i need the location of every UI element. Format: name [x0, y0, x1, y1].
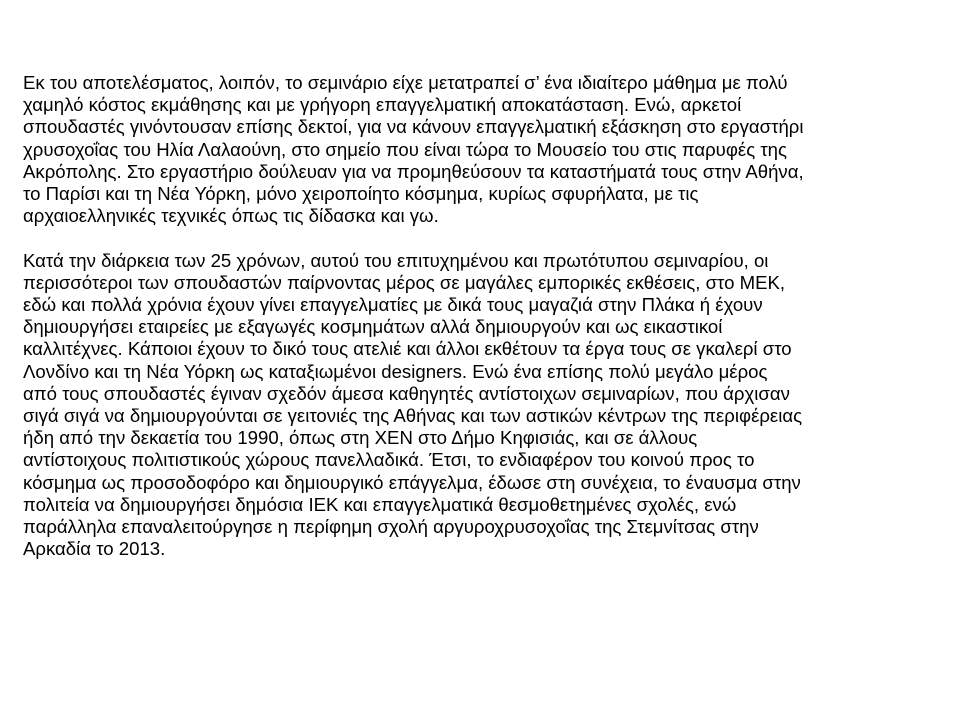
- text-line: χρυσοχοΐας του Ηλία Λαλαούνη, στο σημείο που είναι τώρα το Μουσείο του στις παρυφές της: [23, 138, 787, 160]
- text-line: ήδη από την δεκαετία του 1990, όπως στη ΧΕΝ στο Δήμο Κηφισιάς, και σε άλλους: [23, 427, 698, 449]
- paragraph-1: [23, 72, 943, 227]
- text-line: χαμηλό κόστος εκμάθησης και με γρήγορη επαγγελματική αποκατάσταση. Ενώ, αρκετοί: [23, 94, 742, 116]
- text-line: Λονδίνο και τη Νέα Υόρκη ως καταξιωμένοι designers. Ενώ ένα επίσης πολύ μεγάλο μέρος: [23, 360, 768, 382]
- paragraph-2: [23, 250, 943, 561]
- text-line: Αρκαδία το 2013.: [23, 538, 166, 560]
- text-line: δημιουργήσει εταιρείες με εξαγωγές κοσμημάτων αλλά δημιουργούν και ως εικαστικοί: [23, 316, 723, 338]
- text-line: κόσμημα ως προσοδοφόρο και δημιουργικό επάγγελμα, έδωσε στη συνέχεια, το έναυσμα στην: [23, 471, 801, 493]
- text-line: Κατά την διάρκεια των 25 χρόνων, αυτού του επιτυχημένου και πρωτότυπου σεμιναρίου, οι: [23, 249, 769, 271]
- text-line: σπουδαστές γινόντουσαν επίσης δεκτοί, για να κάνουν επαγγελματική εξάσκηση στο εργαστήρι: [23, 116, 804, 138]
- text-line: σιγά σιγά να δημιουργούνται σε γειτονιές της Αθήνας και των αστικών κέντρων της περιφέρειας: [23, 405, 803, 427]
- text-line: αρχαιοελληνικές τεχνικές όπως τις δίδασκα και γω.: [23, 205, 439, 227]
- text-line: Ακρόπολης. Στο εργαστήριο δούλευαν για να προμηθεύσουν τα καταστήματά τους στην Αθήνα,: [23, 160, 804, 182]
- text-line: περισσότεροι των σπουδαστών παίρνοντας μέρος σε μαγάλες εμπορικές εκθέσεις, στο ΜΕΚ,: [23, 271, 786, 293]
- text-line: καλλιτέχνες. Κάποιοι έχουν το δικό τους ατελιέ και άλλοι εκθέτουν τα έργα τους σε γκαλερί στο: [23, 338, 792, 360]
- text-line: Εκ του αποτελέσματος, λοιπόν, το σεμινάριο είχε μετατραπεί σ’ ένα ιδιαίτερο μάθημα με πολύ: [23, 72, 788, 93]
- body-text: [23, 72, 943, 560]
- text-line: από τους σπουδαστές έγιναν σχεδόν άμεσα καθηγητές αντίστοιχων σεμιναρίων, που άρχισαν: [23, 382, 790, 404]
- text-line: αντίστοιχους πολιτιστικούς χώρους πανελλαδικά. Έτσι, το ενδιαφέρον του κοινού προς το: [23, 449, 755, 471]
- text-line: εδώ και πολλά χρόνια έχουν γίνει επαγγελματίες με δικά τους μαγαζιά στην Πλάκα ή έχουν: [23, 294, 763, 316]
- text-line: παράλληλα επαναλειτούργησε η περίφημη σχολή αργυροχρυσοχοΐας της Στεμνίτσας στην: [23, 516, 759, 538]
- text-line: πολιτεία να δημιουργήσει δημόσια ΙΕΚ και επαγγελματικά θεσμοθετημένες σχολές, ενώ: [23, 493, 737, 515]
- text-line: το Παρίσι και τη Νέα Υόρκη, μόνο χειροποίητο κόσμημα, κυρίως σφυρήλατα, με τις: [23, 183, 699, 205]
